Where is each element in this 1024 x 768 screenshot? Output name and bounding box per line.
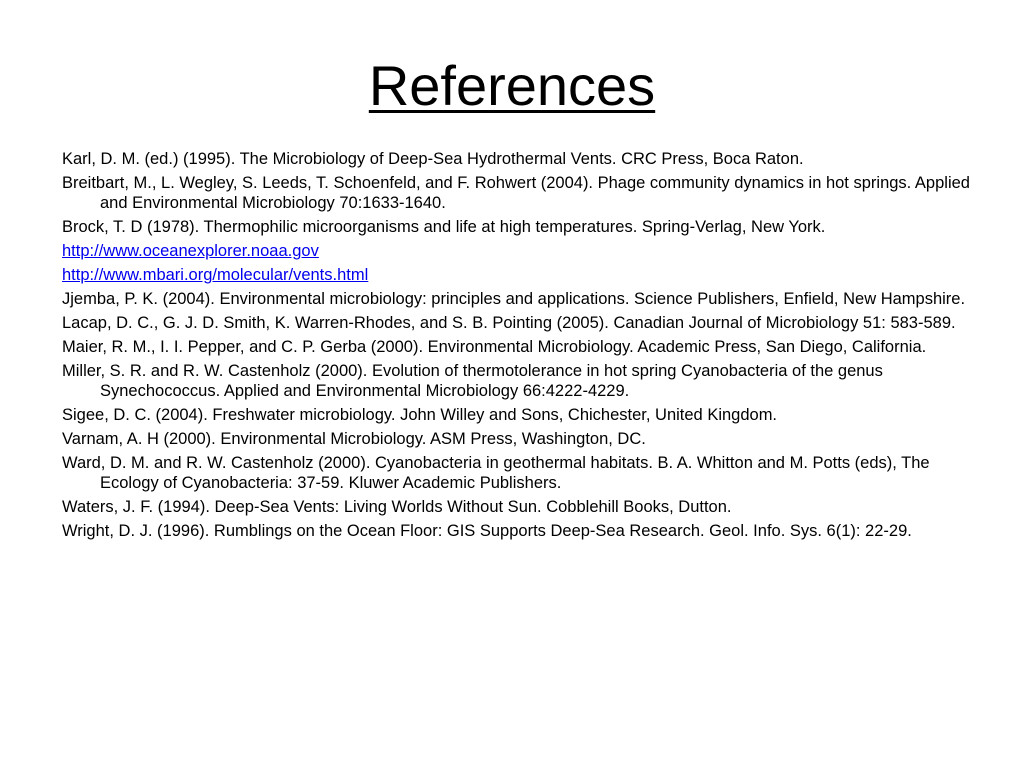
reference-link-item [62,241,982,261]
reference-item: Karl, D. M. (ed.) (1995). The Microbiology of Deep-Sea Hydrothermal Vents. CRC Press, Boca Raton. [62,150,804,168]
reference-list [62,149,982,545]
reference-item: Breitbart, M., L. Wegley, S. Leeds, T. Schoenfeld, and F. Rohwert (2004). Phage community dynamics in hot springs. Applied and Environmental Microbiology 70:1633-1640. [62,174,970,212]
reference-item: Jjemba, P. K. (2004). Environmental microbiology: principles and applications. Science Publishers, Enfield, New Hampshire. [62,290,966,308]
reference-item: Brock, T. D (1978). Thermophilic microorganisms and life at high temperatures. Spring-Verlag, New York. [62,218,826,236]
reference-item: Ward, D. M. and R. W. Castenholz (2000). Cyanobacteria in geothermal habitats. B. A. Whitton and M. Potts (eds), The Ecology of Cyanobacteria: 37-59. Kluwer Academic Publishers. [62,454,930,492]
reference-item: Miller, S. R. and R. W. Castenholz (2000). Evolution of thermotolerance in hot spring Cyanobacteria of the genus Synechococcus. Applied and Environmental Microbiology 66:4222-4229. [62,362,883,400]
reference-item: Maier, R. M., I. I. Pepper, and C. P. Gerba (2000). Environmental Microbiology. Academic Press, San Diego, California. [62,338,927,356]
reference-link[interactable]: http://www.oceanexplorer.noaa.gov [62,242,319,260]
reference-item: Wright, D. J. (1996). Rumblings on the Ocean Floor: GIS Supports Deep-Sea Research. Geol. Info. Sys. 6(1): 22-29. [62,522,912,540]
reference-link[interactable]: http://www.mbari.org/molecular/vents.html [62,266,369,284]
reference-item: Lacap, D. C., G. J. D. Smith, K. Warren-Rhodes, and S. B. Pointing (2005). Canadian Journal of Microbiology 51: 583-589. [62,314,956,332]
slide-title-text: References [368,54,656,117]
reference-item: Sigee, D. C. (2004). Freshwater microbiology. John Willey and Sons, Chichester, United Kingdom. [62,406,778,424]
reference-item: Varnam, A. H (2000). Environmental Microbiology. ASM Press, Washington, DC. [62,430,646,448]
reference-link-item [62,265,982,285]
reference-item: Waters, J. F. (1994). Deep-Sea Vents: Living Worlds Without Sun. Cobblehill Books, Dutton. [62,498,732,516]
slide-title [0,48,1024,124]
